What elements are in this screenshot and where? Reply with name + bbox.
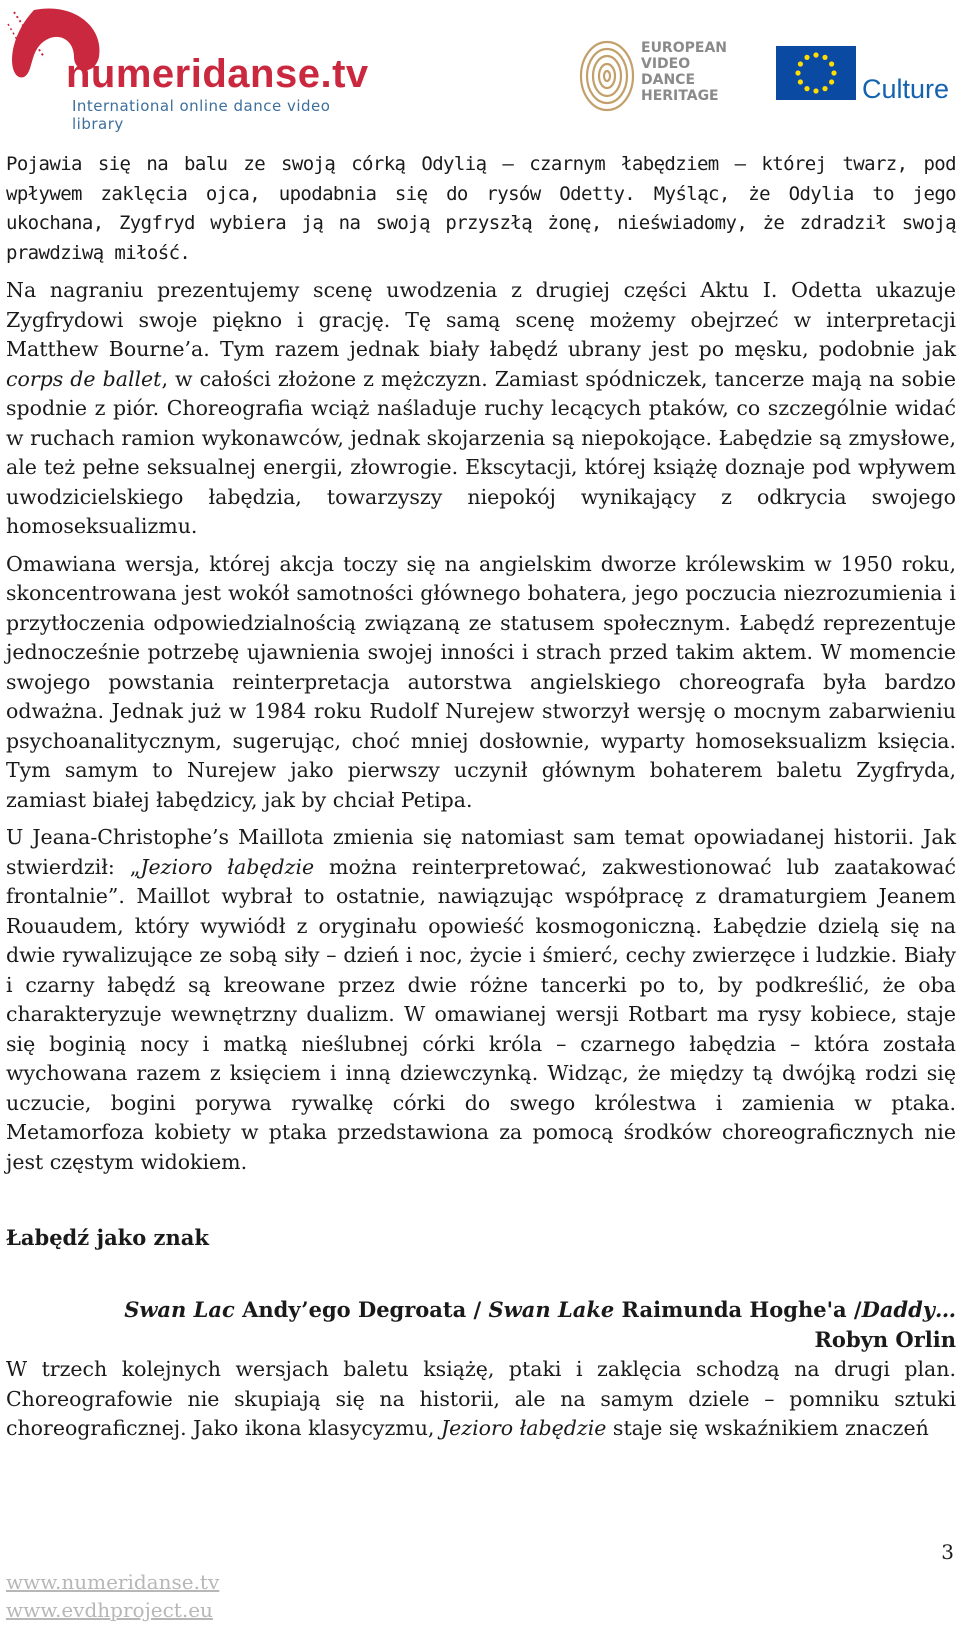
page-number: 3 xyxy=(941,1540,954,1564)
italic-title: Swan Lake xyxy=(488,1297,615,1322)
eu-culture-label: Culture xyxy=(862,74,950,104)
paragraph xyxy=(6,1355,956,1444)
page-header xyxy=(0,0,960,133)
italic-title: Daddy… xyxy=(861,1297,956,1322)
paragraph-text: Pojawia się na balu ze swoją córką Odylią – czarnym łabędziem – której twarz, pod wpływem zaklęcia ojca, upodabnia się do rysów Odetty. Myśląc, że Odylia to jego ukochana, Zygfryd wybiera ją na swoją przyszłą żonę, nieświadomy, że zdradził swoją prawdziwą miłość. xyxy=(6,153,956,264)
paragraph-text: , w całości złożone z mężczyzn. Zamiast spódniczek, tancerze mają na sobie spodnie z piór. Choreografia wciąż naśladuje ruchy lecących ptaków, co szczególnie widać w ruchach ramion wykonawców, jednak skojarzenia są niepokojące. Łabędzie są zmysłowe, ale też pełne seksualnej energii, złowrogie. Ekscytacji, której książę doznaje pod wpływem uwodzicielskiego łabędzia, towarzyszy niepokój wynikający z odkrycia swojego homoseksualizmu. xyxy=(6,366,956,538)
italic-title: Jezioro łabędzie xyxy=(140,854,315,879)
eu-culture-logo[interactable] xyxy=(776,46,956,106)
footer-link-evdh[interactable]: www.evdhproject.eu xyxy=(6,1598,213,1622)
paragraph xyxy=(6,276,956,542)
paragraph-text: U Jeana-Christophe’s Maillota zmienia się natomiast sam temat opowiadanej historii. Jak stwierdził: „ xyxy=(6,825,956,879)
italic-title: Jezioro łabędzie xyxy=(440,1416,607,1440)
italic-title: Swan Lac xyxy=(124,1297,235,1322)
section-subtitle xyxy=(6,1295,956,1355)
paragraph-text: można reinterpretować, zakwestionować lub zaatakować frontalnie”. Maillot wybrał to ostatnie, nawiązując współpracę z dramaturgiem Jeanem Rouaudem, który wywiódł z oryginału opowieść kosmogoniczną. Łabędzie dzielą się na dwie rywalizujące ze sobą siły – dzień i noc, życie i śmierć, cechy zwierzęce i ludzkie. Biały i czarny łabędź są kreowane przez dwie różne tancerki po to, by podkreślić, że oba charakteryzuje wewnętrzny dualizm. W omawianej wersji Rotbart ma rysy kobiece, staje się boginią nocy i matką nieślubnej córki króla – czarnego łabędzia – która została wychowana razem z księciem i inną dziewczynką. Widząc, że między tą dwójką rodzi się uczucie, bogini porywa rywalkę córki do swego królestwa i zamienia w ptaka. Metamorfoza kobiety w ptaka przedstawiona za pomocą środków choreograficznych nie jest częstym widokiem. xyxy=(6,854,956,1174)
logo-tagline: International online dance video library xyxy=(72,97,331,133)
paragraph-text: W trzech kolejnych wersjach baletu książę, ptaki i zaklęcia schodzą na drugi plan. Choreografowie nie skupiają się na historii, ale na samym dziele – pomniku sztuki choreograficznej. Jako ikona klasycyzmu, xyxy=(6,1357,956,1440)
document-body xyxy=(6,150,956,1452)
numeridanse-logo[interactable] xyxy=(4,2,384,133)
subtitle-text: Robyn Orlin xyxy=(814,1327,956,1352)
paragraph-text: Na nagraniu prezentujemy scenę uwodzenia z drugiej części Aktu I. Odetta ukazuje Zygfrydowi swoje piękno i grację. Tę samą scenę możemy obejrzeć w interpretacji Matthew Bourne’a. Tym razem jednak biały łabędź ubrany jest po męsku, podobnie jak xyxy=(6,278,956,361)
section-heading: Łabędź jako znak xyxy=(6,1225,209,1250)
logo-brand-text: numeridanse.tv xyxy=(66,52,369,96)
paragraph-text: staje się wskaźnikiem znaczeń xyxy=(606,1416,929,1440)
subtitle-text: Andy’ego Degroata / xyxy=(234,1297,489,1322)
subtitle-text: Raimunda Hoghe'a / xyxy=(614,1297,862,1322)
paragraph xyxy=(6,550,956,816)
paragraph xyxy=(6,823,956,1177)
evdh-logo-text: EUROPEAN VIDEO DANCE HERITAGE xyxy=(641,40,727,104)
eu-flag-icon xyxy=(776,46,856,100)
page-footer xyxy=(6,1568,219,1624)
italic-term: corps de ballet xyxy=(6,366,162,391)
paragraph xyxy=(6,150,956,268)
footer-link-numeridanse[interactable]: www.numeridanse.tv xyxy=(6,1570,220,1594)
evdh-logo[interactable] xyxy=(577,38,727,118)
paragraph-text: Omawiana wersja, której akcja toczy się na angielskim dworze królewskim w 1950 roku, skoncentrowana jest wokół samotności głównego bohatera, jego poczucia niezrozumienia i przytłoczenia odpowiedzialnością związaną ze statusem społecznym. Łabędź reprezentuje jednocześnie potrzebę ujawnienia swojej inności i strach przed takim aktem. W momencie swojego powstania reinterpretacja autorstwa angielskiego choreografa była bardzo odważna. Jednak już w 1984 roku Rudolf Nurejew stworzył wersję o mocnym zabarwieniu psychoanalitycznym, sugerując, choć mniej dosłownie, wyparty homoseksualizm księcia. Tym samym to Nurejew jako pierwszy uczynił głównym bohaterem baletu Zygfryda, zamiast białej łabędzicy, jak by chciał Petipa. xyxy=(6,551,956,812)
fingerprint-icon xyxy=(577,38,637,114)
